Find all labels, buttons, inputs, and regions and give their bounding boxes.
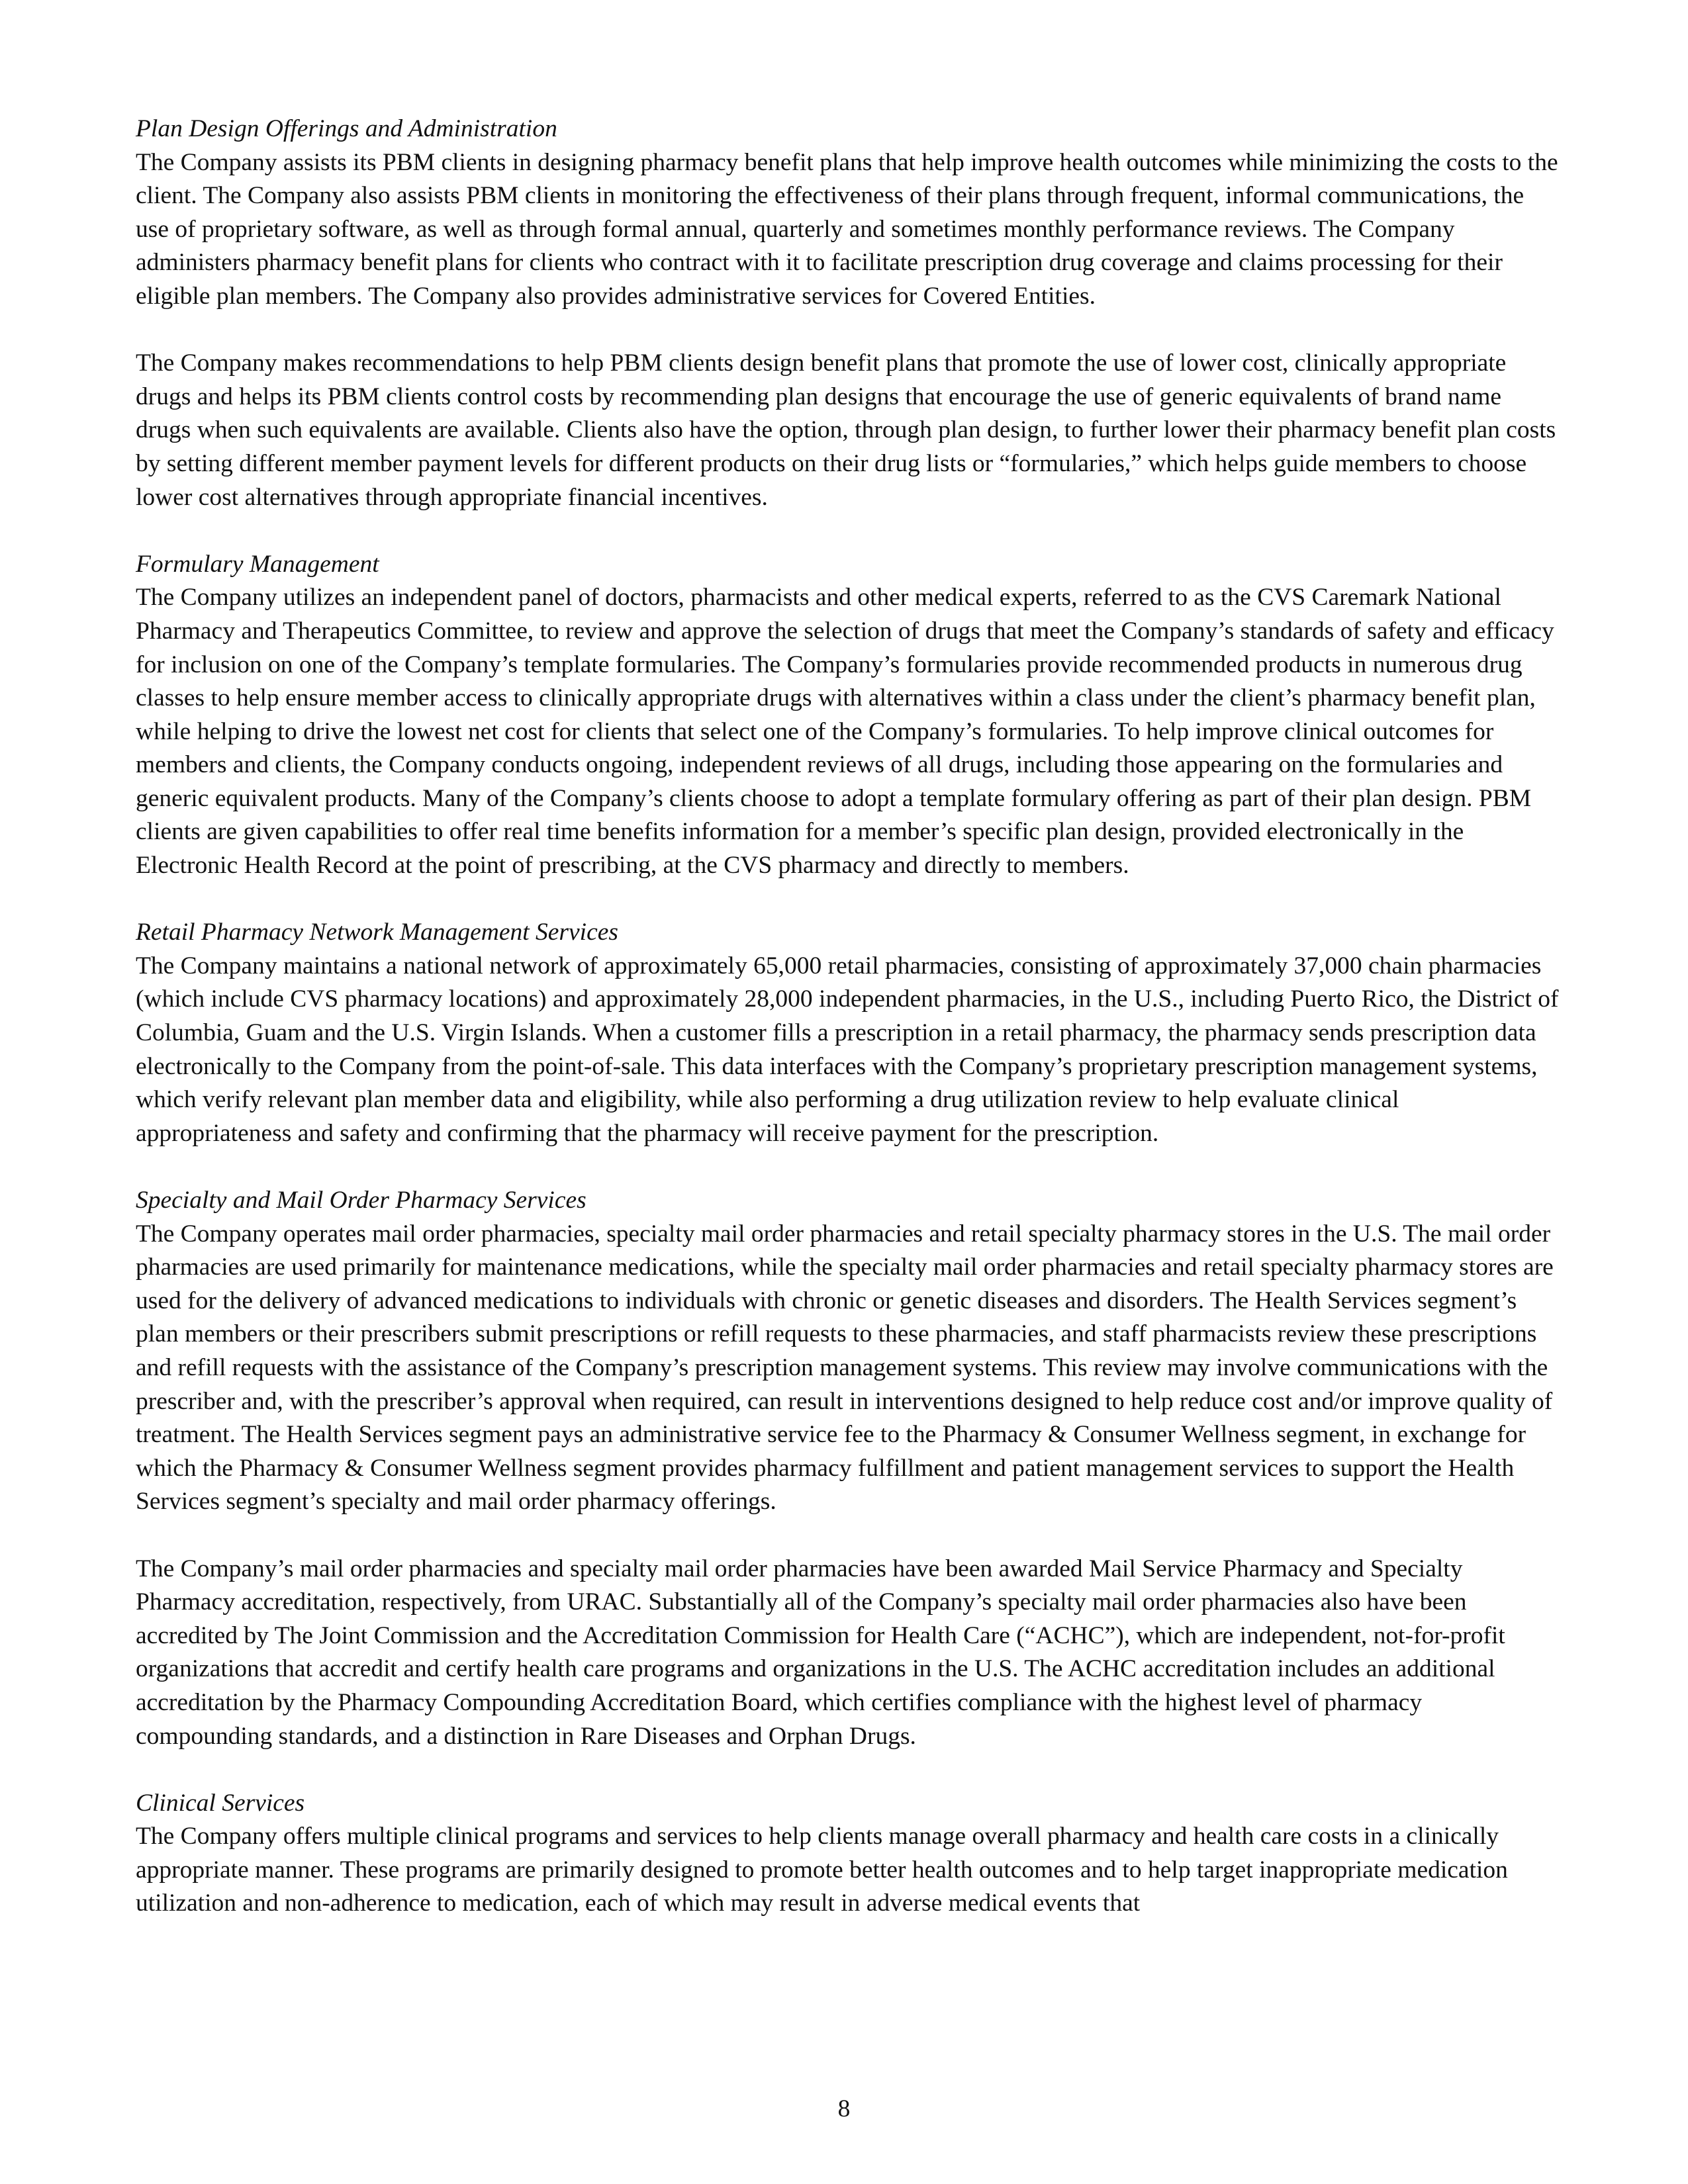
paragraph: The Company maintains a national network of approximately 65,000 retail pharmacies, consisting of approximately 37,000 chain pharmacies (which include CVS pharmacy locations) and approximately 28,000 independent pharmacies, in the U.S., including Puerto Rico, the District of Columbia, Guam and the U.S. Virgin Islands. When a customer fills a prescription in a retail pharmacy, the pharmacy sends prescription data electronically to the Company from the point-of-sale. This data interfaces with the Company’s proprietary prescription management systems, which verify relevant plan member data and eligibility, while also performing a drug utilization review to help evaluate clinical appropriateness and safety and confirming that the pharmacy will receive payment for the prescription. bbox=[136, 952, 1559, 1147]
section-heading: Retail Pharmacy Network Management Services bbox=[136, 919, 618, 946]
section-retail-network bbox=[136, 916, 1559, 1150]
document-page bbox=[136, 113, 1559, 1954]
section-formulary-management bbox=[136, 548, 1559, 883]
section-plan-design bbox=[136, 113, 1559, 514]
paragraph: The Company offers multiple clinical programs and services to help clients manage overall pharmacy and health care costs in a clinically appropriate manner. These programs are primarily designed to promote better health outcomes and to help target inappropriate medication utilization and non-adherence to medication, each of which may result in adverse medical events that bbox=[136, 1823, 1508, 1917]
section-heading: Plan Design Offerings and Administration bbox=[136, 115, 557, 142]
paragraph: The Company’s mail order pharmacies and specialty mail order pharmacies have been awarded Mail Service Pharmacy and Specialty Pharmacy accreditation, respectively, from URAC. Substantially all of the Company’s specialty mail order pharmacies also have been accredited by The Joint Commission and the Accreditation Commission for Health Care (“ACHC”), which are independent, not-for-profit organizations that accredit and certify health care programs and organizations in the U.S. The ACHC accreditation includes an additional accreditation by the Pharmacy Compounding Accreditation Board, which certifies compliance with the highest level of pharmacy compounding standards, and a distinction in Rare Diseases and Orphan Drugs. bbox=[136, 1555, 1505, 1750]
section-heading: Specialty and Mail Order Pharmacy Services bbox=[136, 1187, 586, 1214]
page-number: 8 bbox=[837, 2095, 851, 2122]
paragraph: The Company makes recommendations to help PBM clients design benefit plans that promote the use of lower cost, clinically appropriate drugs and helps its PBM clients control costs by recommending plan designs that encourage the use of generic equivalents of brand name drugs when such equivalents are available. Clients also have the option, through plan design, to further lower their pharmacy benefit plan costs by setting different member payment levels for different products on their drug lists or “formularies,” which helps guide members to choose lower cost alternatives through appropriate financial incentives. bbox=[136, 349, 1556, 511]
section-heading: Clinical Services bbox=[136, 1789, 305, 1817]
section-specialty-mail-order bbox=[136, 1184, 1559, 1753]
section-clinical-services bbox=[136, 1787, 1559, 1921]
section-heading: Formulary Management bbox=[136, 550, 379, 578]
paragraph: The Company operates mail order pharmacies, specialty mail order pharmacies and retail specialty pharmacy stores in the U.S. The mail order pharmacies are used primarily for maintenance medications, while the specialty mail order pharmacies and retail specialty pharmacy stores are used for the delivery of advanced medications to individuals with chronic or genetic diseases and disorders. The Health Services segment’s plan members or their prescribers submit prescriptions or refill requests to these pharmacies, and staff pharmacists review these prescriptions and refill requests with the assistance of the Company’s prescription management systems. This review may involve communications with the prescriber and, with the prescriber’s approval when required, can result in interventions designed to help reduce cost and/or improve quality of treatment. The Health Services segment pays an administrative service fee to the Pharmacy & Consumer Wellness segment, in exchange for which the Pharmacy & Consumer Wellness segment provides pharmacy fulfillment and patient management services to support the Health Services segment’s specialty and mail order pharmacy offerings. bbox=[136, 1220, 1554, 1516]
paragraph: The Company assists its PBM clients in designing pharmacy benefit plans that help improve health outcomes while minimizing the costs to the client. The Company also assists PBM clients in monitoring the effectiveness of their plans through frequent, informal communications, the use of proprietary software, as well as through formal annual, quarterly and sometimes monthly performance reviews. The Company administers pharmacy benefit plans for clients who contract with it to facilitate prescription drug coverage and claims processing for their eligible plan members. The Company also provides administrative services for Covered Entities. bbox=[136, 148, 1558, 310]
paragraph: The Company utilizes an independent panel of doctors, pharmacists and other medical experts, referred to as the CVS Caremark National Pharmacy and Therapeutics Committee, to review and approve the selection of drugs that meet the Company’s standards of safety and efficacy for inclusion on one of the Company’s template formularies. The Company’s formularies provide recommended products in numerous drug classes to help ensure member access to clinically appropriate drugs with alternatives within a class under the client’s pharmacy benefit plan, while helping to drive the lowest net cost for clients that select one of the Company’s formularies. To help improve clinical outcomes for members and clients, the Company conducts ongoing, independent reviews of all drugs, including those appearing on the formularies and generic equivalent products. Many of the Company’s clients choose to adopt a template formulary offering as part of their plan design. PBM clients are given capabilities to offer real time benefits information for a member’s specific plan design, provided electronically in the Electronic Health Record at the point of prescribing, at the CVS pharmacy and directly to members. bbox=[136, 584, 1554, 880]
